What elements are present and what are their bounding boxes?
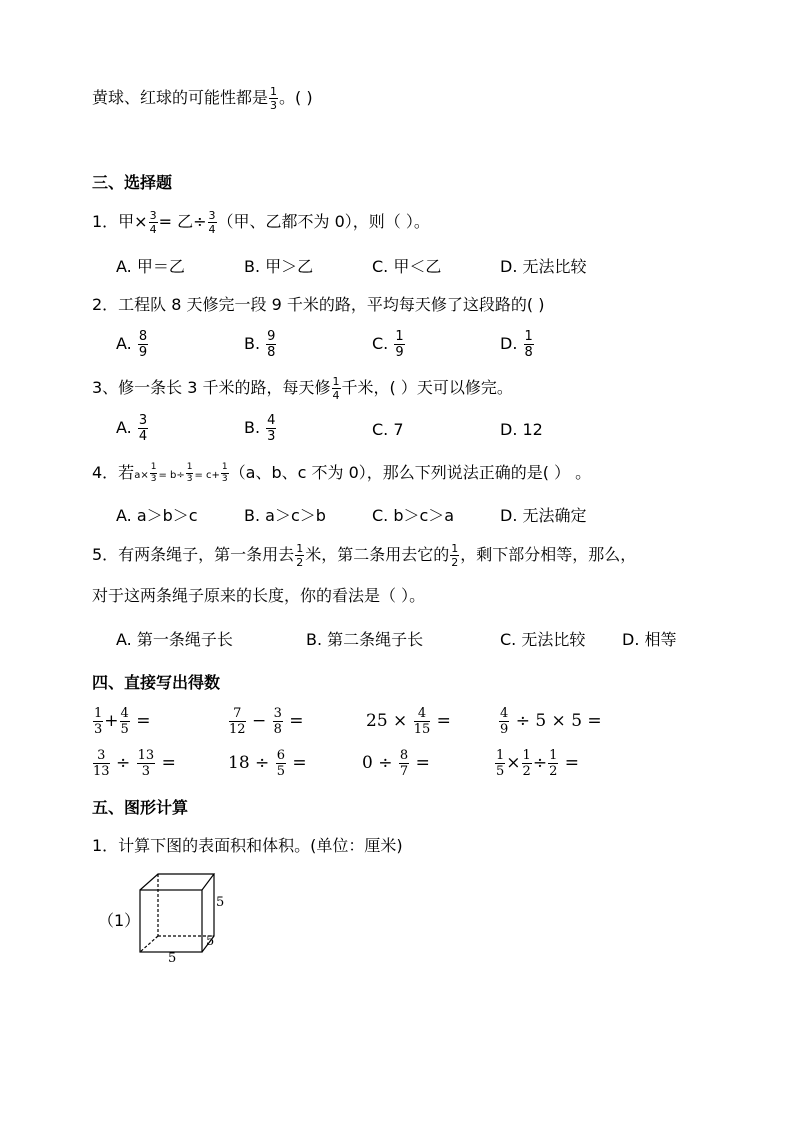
q1-option-a[interactable]: A. 甲＝乙 (116, 257, 185, 276)
q3-option-d[interactable]: D. 12 (500, 420, 543, 439)
calc-item: $\frac{3}{13}$ ÷ $\frac{13}{3}$ = (93, 748, 176, 779)
fraction: $\frac{1}{4}$ (332, 375, 340, 402)
q1-option-d[interactable]: D. 无法比较 (500, 257, 587, 276)
dim-width: 5 (168, 951, 177, 966)
question-3: 3、修一条长 3 千米的路，每天修 $\frac{1}{4}$ 千米，( ）天可以修完。 (92, 375, 513, 402)
question-1: 1．甲× $\frac{3}{4}$ = 乙÷ $\frac{3}{4}$ （甲、乙都不为 0），则（ ）。 (92, 209, 430, 236)
cube-figure (134, 868, 234, 968)
q1-option-b[interactable]: B. 甲＞乙 (244, 257, 314, 276)
q4-option-b[interactable]: B. a＞c＞b (244, 506, 326, 525)
dim-depth: 5 (206, 934, 215, 949)
q4-option-a[interactable]: A. a＞b＞c (116, 506, 198, 525)
q5-option-a[interactable]: A. 第一条绳子长 (116, 630, 233, 649)
calc-item: $\frac{1}{3}$ + $\frac{4}{5}$ = (94, 706, 151, 737)
q2-option-c[interactable]: C. $\frac{1}{9}$ (372, 329, 404, 360)
geometry-question-1: 1．计算下图的表面积和体积。(单位：厘米) (92, 836, 403, 855)
figure-label: （1） (98, 911, 141, 930)
tf-question-tail (92, 86, 313, 111)
fraction: $\frac{3}{4}$ (208, 209, 216, 236)
question-2: 2．工程队 8 天修完一段 9 千米的路，平均每天修了这段路的( ) (92, 295, 545, 314)
q3-option-c[interactable]: C. 7 (372, 420, 404, 439)
fraction: $\frac{3}{4}$ (149, 209, 157, 236)
section-title-choice: 三、选择题 (92, 173, 173, 192)
question-4: 4．若a× $\frac{1}{3}$ = b÷ $\frac{1}{3}$ = c+ $\frac{1}{3}$ （a、b、c 不为 0），那么下列说法正确的是( ） 。 (92, 462, 592, 484)
q5-option-b[interactable]: B. 第二条绳子长 (306, 630, 424, 649)
q4-option-c[interactable]: C. b＞c＞a (372, 506, 455, 525)
question-5: 5．有两条绳子，第一条用去 $\frac{1}{2}$ 米，第二条用去它的 $\frac{1}{2}$ ，剩下部分相等，那么， (92, 542, 637, 569)
q5-option-d[interactable]: D. 相等 (622, 630, 677, 649)
section-title-geometry: 五、图形计算 (92, 798, 189, 817)
tf-answer-blank: 。( ) (279, 88, 313, 107)
q5-option-c[interactable]: C. 无法比较 (500, 630, 586, 649)
calc-item: 0 ÷ $\frac{8}{7}$ = (362, 748, 430, 779)
section-title-calc: 四、直接写出得数 (92, 673, 221, 692)
q4-option-d[interactable]: D. 无法确定 (500, 506, 587, 525)
q2-option-d[interactable]: D. $\frac{1}{8}$ (500, 329, 533, 360)
q3-option-b[interactable]: B. $\frac{4}{3}$ (244, 413, 276, 444)
calc-item: $\frac{1}{5}$ × $\frac{1}{2}$ ÷ $\frac{1}{2}$ = (496, 748, 579, 779)
tf-text: 黄球、红球的可能性都是 (92, 88, 269, 107)
fraction: $\frac{1}{2}$ (296, 542, 304, 569)
q3-option-a[interactable]: A. $\frac{3}{4}$ (116, 413, 148, 444)
q2-option-a[interactable]: A. $\frac{8}{9}$ (116, 329, 148, 360)
fraction: $\frac{1}{2}$ (451, 542, 459, 569)
calc-item: 25 × $\frac{4}{15}$ = (366, 706, 451, 737)
q2-option-b[interactable]: B. $\frac{9}{8}$ (244, 329, 276, 360)
question-5-line2: 对于这两条绳子原来的长度，你的看法是（ ）。 (92, 586, 426, 605)
fraction: $\frac{1}{3}$ (270, 85, 278, 112)
dim-height: 5 (216, 895, 225, 910)
q1-option-c[interactable]: C. 甲＜乙 (372, 257, 442, 276)
calc-item: $\frac{4}{9}$ ÷ 5 × 5 = (500, 706, 602, 737)
calc-item: $\frac{7}{12}$ − $\frac{3}{8}$ = (229, 706, 304, 737)
calc-item: 18 ÷ $\frac{6}{5}$ = (228, 748, 307, 779)
